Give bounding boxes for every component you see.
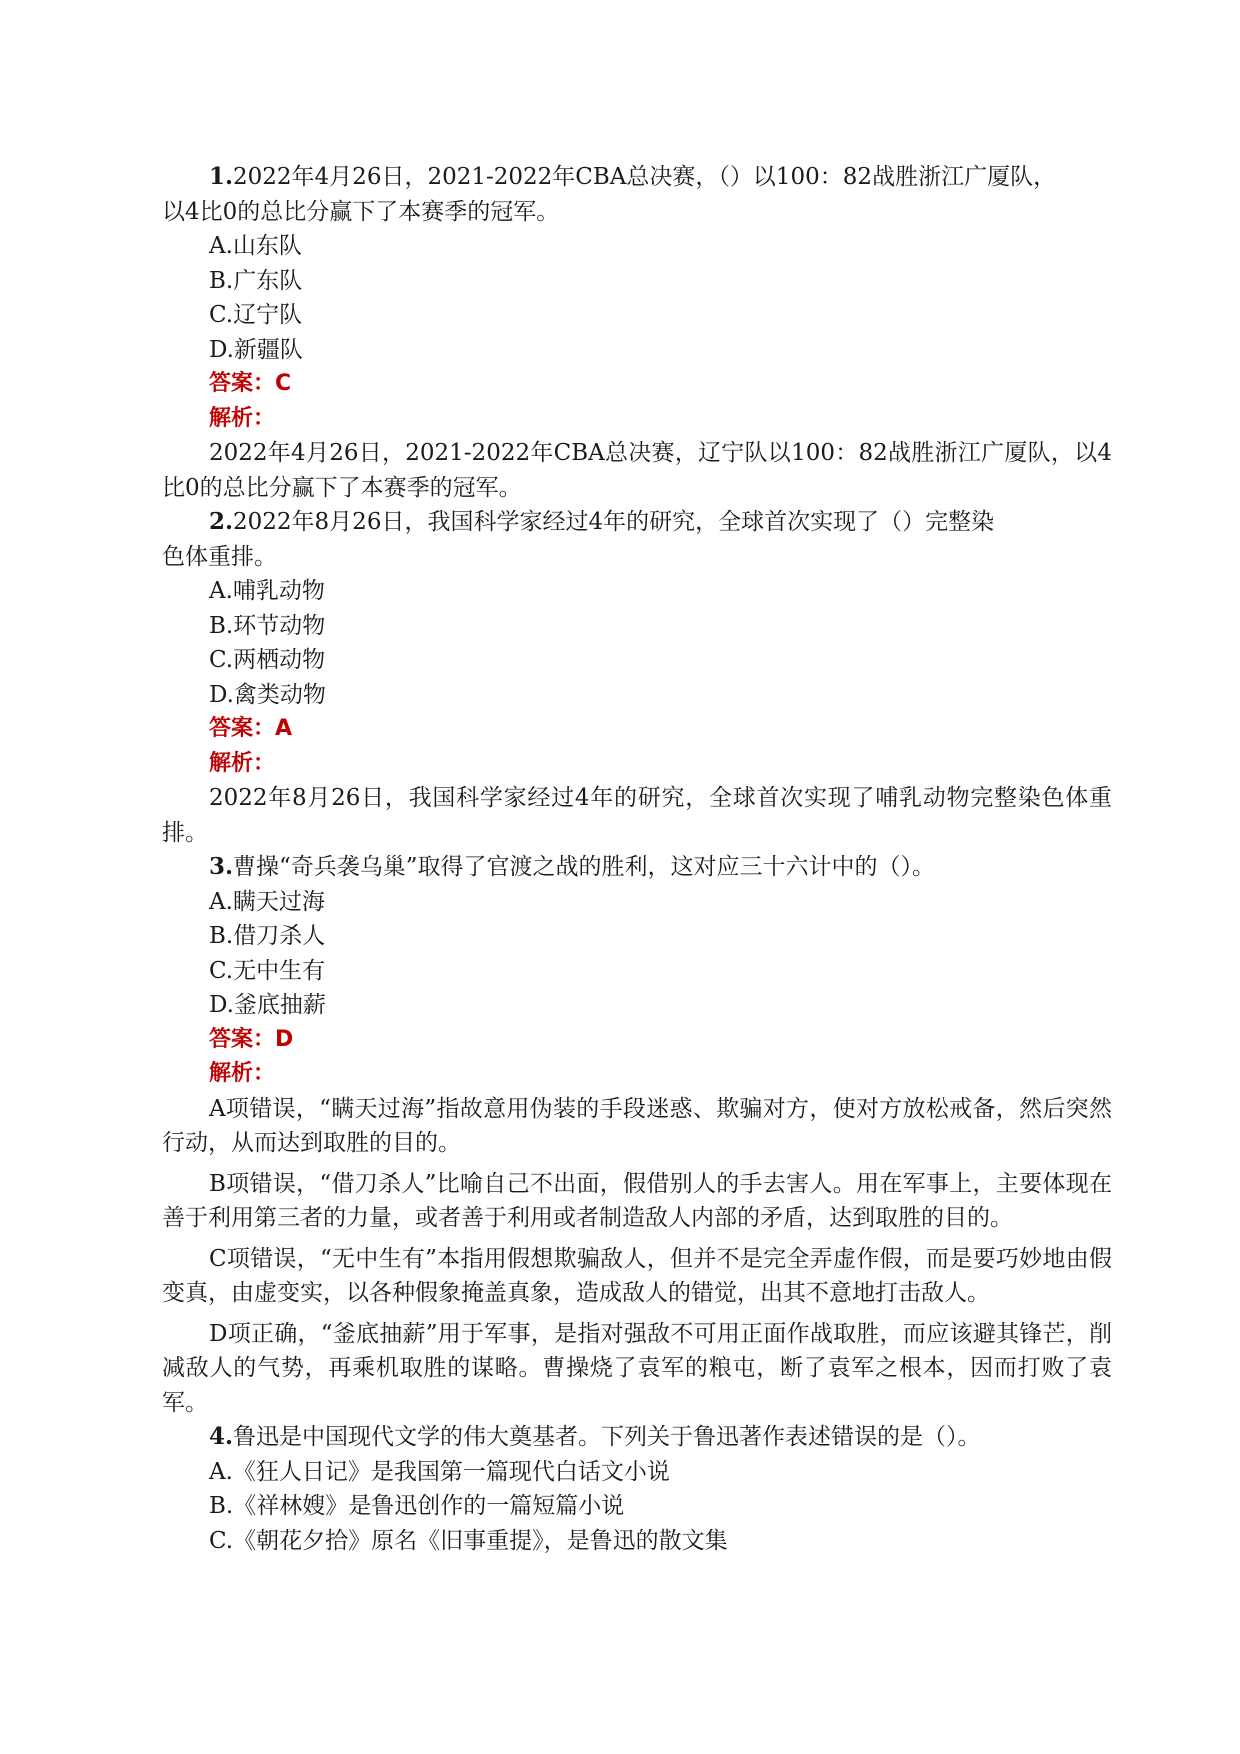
option-a: A.哺乳动物: [209, 578, 325, 604]
question-2: [162, 505, 1112, 850]
option-b: B.广东队: [209, 267, 303, 294]
option-b: B.环节动物: [209, 612, 326, 639]
question-number: 1.: [209, 163, 234, 190]
option-c: C.无中生有: [209, 957, 326, 984]
option-b: B.借刀杀人: [209, 923, 326, 949]
analysis-paragraph: 2022年4月26日，2021-2022年CBA总决赛，辽宁队以100：82战胜浙江广厦队，以4比0的总比分赢下了本赛季的冠军。: [162, 440, 1112, 501]
analysis-paragraph: B项错误，“借刀杀人”比喻自己不出面，假借别人的手去害人。用在军事上，主要体现在善于利用第三者的力量，或者善于利用或者制造敌人内部的矛盾，达到取胜的目的。: [162, 1170, 1112, 1231]
option-c: C.《朝花夕拾》原名《旧事重提》，是鲁迅的散文集: [209, 1527, 728, 1554]
question-number: 4.: [209, 1423, 234, 1450]
question-number: 3.: [209, 853, 234, 880]
option-a: A.山东队: [209, 233, 302, 259]
option-c: C.辽宁队: [209, 302, 303, 328]
analysis-paragraph: D项正确，“釜底抽薪”用于军事，是指对强敌不可用正面作战取胜，而应该避其锋芒，削减敌人的气势，再乘机取胜的谋略。曹操烧了袁军的粮屯，断了袁军之根本，因而打败了袁军。: [162, 1320, 1112, 1416]
option-a: A.瞒天过海: [209, 888, 325, 915]
analysis-label: 解析：: [209, 1061, 276, 1086]
option-c: C.两栖动物: [209, 647, 326, 673]
question-3: [162, 850, 1112, 1420]
document-page: [162, 160, 1112, 1558]
question-stem-continued: 以4比0的总比分赢下了本赛季的冠军。: [162, 198, 560, 225]
question-number: 2.: [209, 508, 234, 535]
answer-label: 答案：A: [209, 716, 293, 741]
option-d: D.釜底抽薪: [209, 992, 326, 1018]
question-4: [162, 1420, 1112, 1558]
option-d: D.新疆队: [209, 336, 303, 363]
analysis-label: 解析：: [209, 405, 276, 431]
question-stem-continued: 色体重排。: [162, 543, 277, 570]
analysis-paragraph: A项错误，“瞒天过海”指故意用伪装的手段迷惑、欺骗对方，使对方放松戒备，然后突然行动，从而达到取胜的目的。: [162, 1095, 1112, 1156]
analysis-paragraph: C项错误，“无中生有”本指用假想欺骗敌人，但并不是完全弄虚作假，而是要巧妙地由假变真，由虚变实，以各种假象掩盖真象，造成敌人的错觉，出其不意地打击敌人。: [162, 1245, 1112, 1306]
question-stem: 2.2022年8月26日，我国科学家经过4年的研究，全球首次实现了（）完整染: [209, 508, 995, 535]
option-a: A.《狂人日记》是我国第一篇现代白话文小说: [209, 1458, 670, 1485]
question-stem: 4.鲁迅是中国现代文学的伟大奠基者。下列关于鲁迅著作表述错误的是（）。: [209, 1423, 981, 1450]
analysis-label: 解析：: [209, 750, 276, 776]
option-d: D.禽类动物: [209, 681, 326, 708]
answer-label: 答案：C: [209, 371, 292, 396]
question-1: [162, 160, 1112, 505]
question-stem: 1.2022年4月26日，2021-2022年CBA总决赛，（）以100：82战胜浙江广厦队，: [209, 163, 1057, 190]
question-stem: 3.曹操“奇兵袭乌巢”取得了官渡之战的胜利，这对应三十六计中的（）。: [209, 853, 936, 880]
analysis-paragraph: 2022年8月26日，我国科学家经过4年的研究，全球首次实现了哺乳动物完整染色体重排。: [162, 785, 1112, 846]
answer-label: 答案：D: [209, 1026, 294, 1052]
option-b: B.《祥林嫂》是鲁迅创作的一篇短篇小说: [209, 1493, 625, 1519]
